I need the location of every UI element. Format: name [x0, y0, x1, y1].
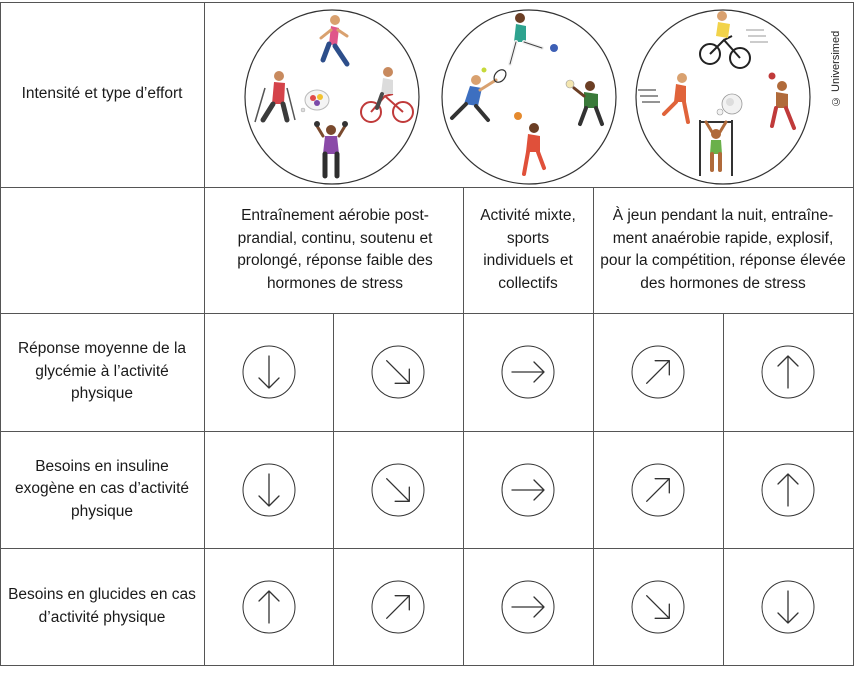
table-border-left — [0, 2, 1, 666]
insulin-arrow-right — [463, 431, 593, 548]
glycemia-arrow-up — [723, 313, 853, 431]
down-right-arrow-icon — [370, 462, 426, 518]
description-aerobic: Entraînement aérobie post-prandial, continu, soutenu et prolongé, réponse faible des hormones de stress — [237, 207, 433, 292]
right-arrow-icon — [500, 462, 556, 518]
row-label-carbs: Besoins en glucides en cas d’activité physique — [8, 586, 196, 626]
up-arrow-icon — [760, 344, 816, 400]
insulin-arrow-up-right — [593, 431, 723, 548]
insulin-arrow-down-right — [333, 431, 463, 548]
insulin-arrow-down — [204, 431, 334, 548]
anaerobic-illustration — [634, 8, 812, 186]
down-arrow-icon — [760, 579, 816, 635]
carbs-arrow-down-right — [593, 548, 723, 665]
insulin-arrow-up — [723, 431, 853, 548]
copyright-notice: © Universimed — [830, 30, 842, 108]
up-right-arrow-icon — [630, 462, 686, 518]
carbs-arrow-right — [463, 548, 593, 665]
description-anaerobic: À jeun pendant la nuit, entraîne-ment anaérobie rapide, explosif, pour la compétition, réponse élevée des hormones de stress — [600, 207, 846, 292]
row-label-glycemia: Réponse moyenne de la glycémie à l’activité physique — [17, 340, 187, 403]
glycemia-arrow-down-right — [333, 313, 463, 431]
down-right-arrow-icon — [370, 344, 426, 400]
table-border-bottom — [0, 665, 854, 666]
mixed-illustration — [440, 8, 618, 186]
right-arrow-icon — [500, 344, 556, 400]
glycemia-arrow-down — [204, 313, 334, 431]
up-arrow-icon — [241, 579, 297, 635]
aerobic-illustration — [243, 8, 421, 186]
up-right-arrow-icon — [370, 579, 426, 635]
up-arrow-icon — [760, 462, 816, 518]
down-arrow-icon — [241, 344, 297, 400]
carbs-arrow-down — [723, 548, 853, 665]
down-arrow-icon — [241, 462, 297, 518]
down-right-arrow-icon — [630, 579, 686, 635]
carbs-arrow-up-right — [333, 548, 463, 665]
row-label-insulin: Besoins en insuline exogène en cas d’activité physique — [14, 457, 190, 520]
glycemia-arrow-up-right — [593, 313, 723, 431]
carbs-arrow-up — [204, 548, 334, 665]
description-mixed: Activité mixte, sports individuels et collectifs — [480, 207, 576, 292]
glycemia-arrow-right — [463, 313, 593, 431]
up-right-arrow-icon — [630, 344, 686, 400]
right-arrow-icon — [500, 579, 556, 635]
row-label-effort: Intensité et type d’effort — [21, 85, 183, 103]
